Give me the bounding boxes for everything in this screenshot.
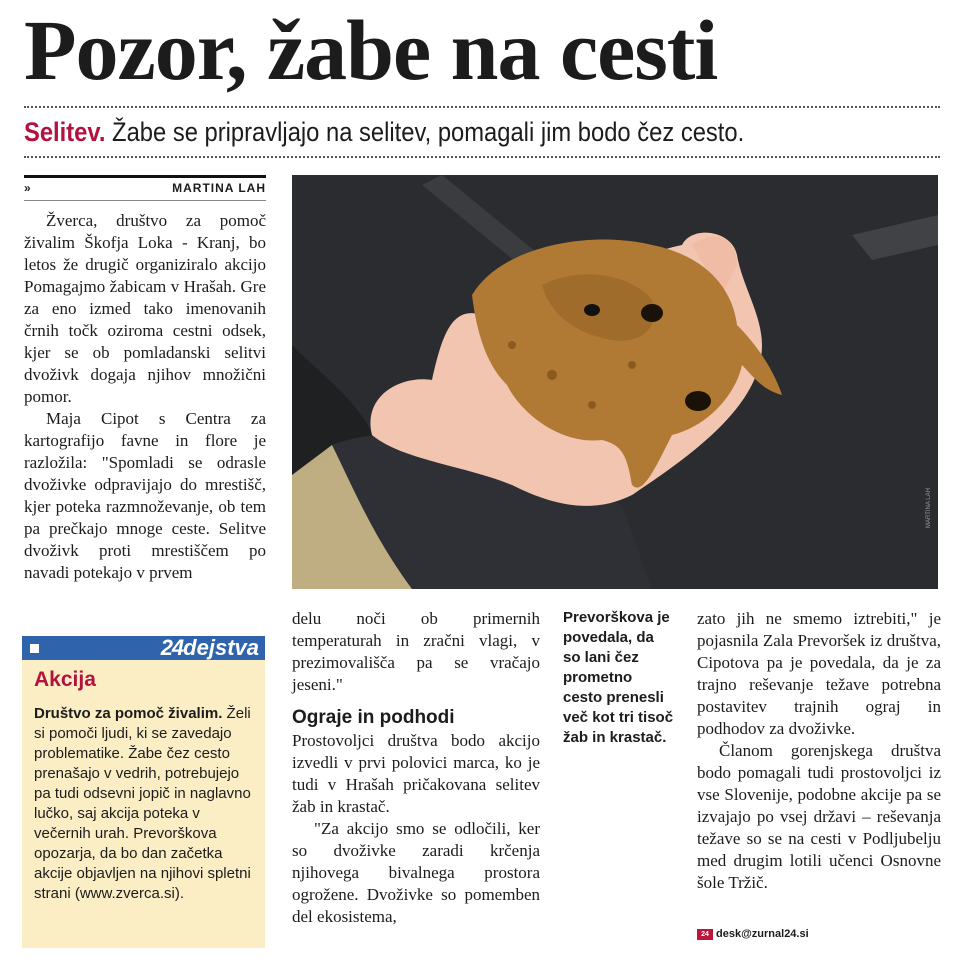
pull-quote: Prevorškova je povedala, da so lani čez prometno cesto prenesli več kot tri tisoč žab in krastač. bbox=[563, 609, 674, 746]
photo-credit: MARTINA LAH bbox=[926, 488, 932, 528]
paragraph: Prostovoljci društva bodo akcijo izvedli v prvi polovici marca, ko je tudi v Hrašah pričakovana selitev žab in krastač. bbox=[292, 731, 540, 816]
section-heading: Ograje in podhodi bbox=[292, 707, 455, 728]
subheadline-kicker: Selitev. bbox=[24, 117, 106, 147]
factbox-title: 24dejstva bbox=[160, 635, 259, 660]
factbox-lead: Društvo za pomoč živalim. bbox=[34, 705, 223, 722]
byline bbox=[24, 175, 266, 201]
square-icon bbox=[30, 644, 39, 653]
paragraph: Članom gorenjskega društva bodo pomagali tudi prostovoljci iz vse Slovenije, podobne akcije pa se izvajajo po vsej državi – reševanja težave so se na cesti v Podljubelju med drugim lotili učenci Osnovne šole Tržič. bbox=[697, 741, 941, 892]
article-column-4 bbox=[697, 608, 941, 894]
toad-photo bbox=[292, 175, 938, 589]
factbox-text bbox=[34, 704, 259, 904]
subheadline bbox=[24, 114, 834, 150]
factbox-subtitle: Akcija bbox=[34, 668, 96, 691]
factbox-header bbox=[22, 636, 265, 660]
paragraph: delu noči ob primernih temperaturah in zračni vlagi, v prezimovališča pa se vračajo jeseni." bbox=[292, 609, 540, 694]
paragraph: Maja Cipot s Centra za kartografijo favne in flore je razložila: "Spomladi se odrasle dvoživke odpravijajo do mrestišč, kjer poteka razmnoževanje, ob tem pa prečkajo mnoge ceste. Selitve dvoživk proti mrestiščem po navadi potekajo v prvem bbox=[24, 409, 266, 582]
email-address[interactable]: desk@zurnal24.si bbox=[716, 928, 809, 940]
headline: Pozor, žabe na cesti bbox=[24, 2, 718, 98]
factbox-body: Želi si pomoči ljudi, ki se zavedajo problematike. Žabe čez cesto prenašajo v vedrih, potrebujejo pa tudi odsevni jopič in naglavno lučko, saj akcija poteka v večernih urah. Prevorškova opozarja, da bo dan začetka akcije objavljen na njihovi spletni strani (www.zverca.si). bbox=[34, 705, 251, 902]
byline-arrow-icon: » bbox=[24, 181, 31, 195]
paragraph: zato jih ne smemo iztrebiti," je pojasnila Zala Prevoršek iz društva, Cipotova pa je povedala, da je za trajno reševanje težave potrebna postavitev trajnih ograj in podhodov za dvoživke. bbox=[697, 609, 941, 738]
byline-author: MARTINA LAH bbox=[172, 181, 266, 195]
article-column-1 bbox=[24, 210, 266, 616]
article-column-2 bbox=[292, 608, 540, 928]
paragraph: Žverca, društvo za pomoč živalim Škofja Loka - Kranj, bo letos že drugič organiziralo akcijo Pomagajmo žabicam v Hrašah. Gre za eno izmed tako imenovanih črnih točk oziroma cestni odsek, kjer se ob pomladanski selitvi dvoživk dogaja njihov množični pomor. bbox=[24, 211, 266, 406]
factbox bbox=[22, 636, 265, 948]
paragraph: "Za akcijo smo se odločili, ker so dvoživke zaradi krčenja njihovega bivalnega prostora ogrožene. Dvoživke so pomemben del ekosistema, bbox=[292, 819, 540, 926]
subheadline-text: Žabe se pripravljajo na selitev, pomagali jim bodo čez cesto. bbox=[105, 117, 745, 147]
mail-icon: 24 bbox=[697, 929, 713, 940]
divider-sub bbox=[24, 156, 940, 158]
divider-top bbox=[24, 106, 940, 108]
contact-email[interactable] bbox=[697, 928, 809, 940]
